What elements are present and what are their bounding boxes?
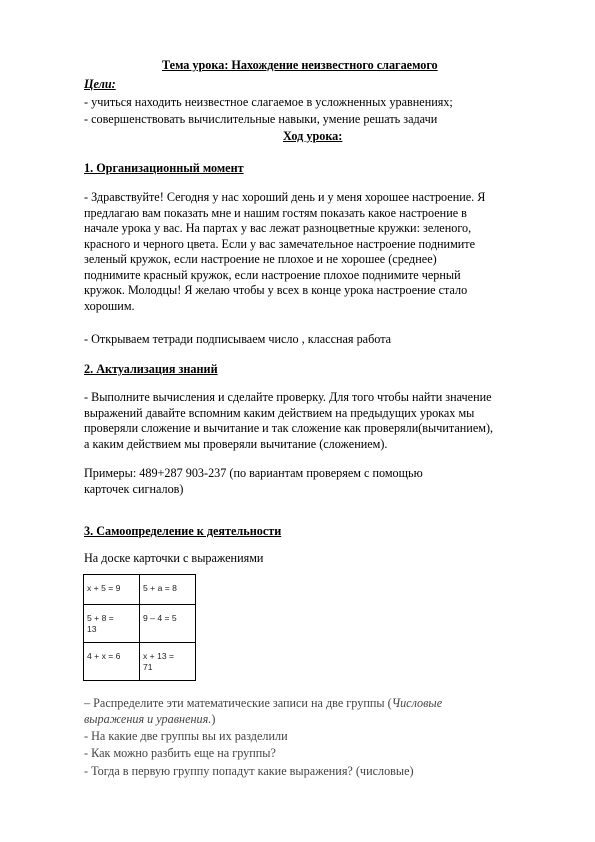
- goal-item: - учиться находить неизвестное слагаемое в усложненных уравнениях;: [84, 95, 453, 109]
- expression-card: 5 + a = 8: [140, 575, 196, 605]
- text-line: выражений давайте вспомним каким действием на предыдущих уроках мы: [84, 405, 475, 420]
- text-line: поднимите красный кружок, если настроение плохое поднимите черный: [84, 267, 461, 282]
- expression-card: 5 + 8 = 13: [84, 605, 140, 643]
- examples-line: Примеры: 489+287 903-237 (по вариантам проверяем с помощью: [84, 466, 423, 480]
- expression-card: x + 5 = 9: [84, 575, 140, 605]
- question-line: - Тогда в первую группу попадут какие выражения? (числовые): [84, 764, 414, 778]
- text-line: начале урока у вас. На партах у вас лежат разноцветные кружки: зеленого,: [84, 221, 472, 235]
- goal-item: - совершенствовать вычислительные навыки, умение решать задачи: [84, 112, 438, 126]
- instruction-text: ): [211, 712, 216, 726]
- section-2-paragraph: [84, 390, 493, 452]
- expression-card: x + 13 = 71: [140, 643, 196, 681]
- table-row: [84, 575, 196, 605]
- instruction-italic: выражения и уравнения.: [84, 712, 212, 726]
- board-cards-caption: На доске карточки с выражениями: [84, 551, 264, 565]
- lesson-title: Тема урока: Нахождение неизвестного слагаемого: [162, 58, 438, 72]
- table-row: [84, 643, 196, 681]
- instruction-text: – Распределите эти математические записи на две группы (: [84, 696, 392, 710]
- text-line: зеленый кружок, если настроение не плохое и не хорошее (среднее): [84, 252, 437, 266]
- section-2-heading: 2. Актуализация знаний: [84, 362, 218, 376]
- text-line: - Здравствуйте! Сегодня у нас хороший день и у меня хорошее настроение. Я: [84, 190, 486, 204]
- section-1-paragraph: [84, 190, 485, 314]
- question-line: - На какие две группы вы их разделили: [84, 729, 288, 743]
- goals-heading: Цели:: [84, 77, 116, 91]
- table-row: [84, 605, 196, 643]
- text-line: красного и черного цвета. Если у вас замечательное настроение поднимите: [84, 236, 476, 251]
- expression-card: 4 + x = 6: [84, 643, 140, 681]
- text-line: хорошим.: [84, 298, 135, 313]
- section-1-notebook-note: - Открываем тетради подписываем число , классная работа: [84, 332, 392, 346]
- question-line: - Как можно разбить еще на группы?: [84, 746, 276, 760]
- instruction-italic: Числовые: [391, 696, 443, 710]
- course-heading: Ход урока:: [283, 129, 343, 143]
- expression-card: 9 – 4 = 5: [140, 605, 196, 643]
- text-line: предлагаю вам показать мне и нашим гостям показать какое настроение в: [84, 205, 467, 220]
- distribute-instruction: [84, 696, 442, 712]
- text-line: проверяли сложение и вычитание и так сложение как проверяли(вычитанием),: [84, 421, 494, 435]
- distribute-instruction-cont: [84, 712, 215, 728]
- text-line: кружок. Молодцы! Я желаю чтобы у всех в конце урока настроение стало: [84, 283, 468, 297]
- examples-line: карточек сигналов): [84, 482, 184, 496]
- section-3-heading: 3. Самоопределение к деятельности: [84, 524, 282, 538]
- section-1-heading: 1. Организационный момент: [84, 161, 244, 175]
- text-line: - Выполните вычисления и сделайте проверку. Для того чтобы найти значение: [84, 390, 492, 404]
- text-line: а каким действием мы проверяли вычитание (сложением).: [84, 436, 388, 451]
- expression-cards-table: [83, 574, 196, 681]
